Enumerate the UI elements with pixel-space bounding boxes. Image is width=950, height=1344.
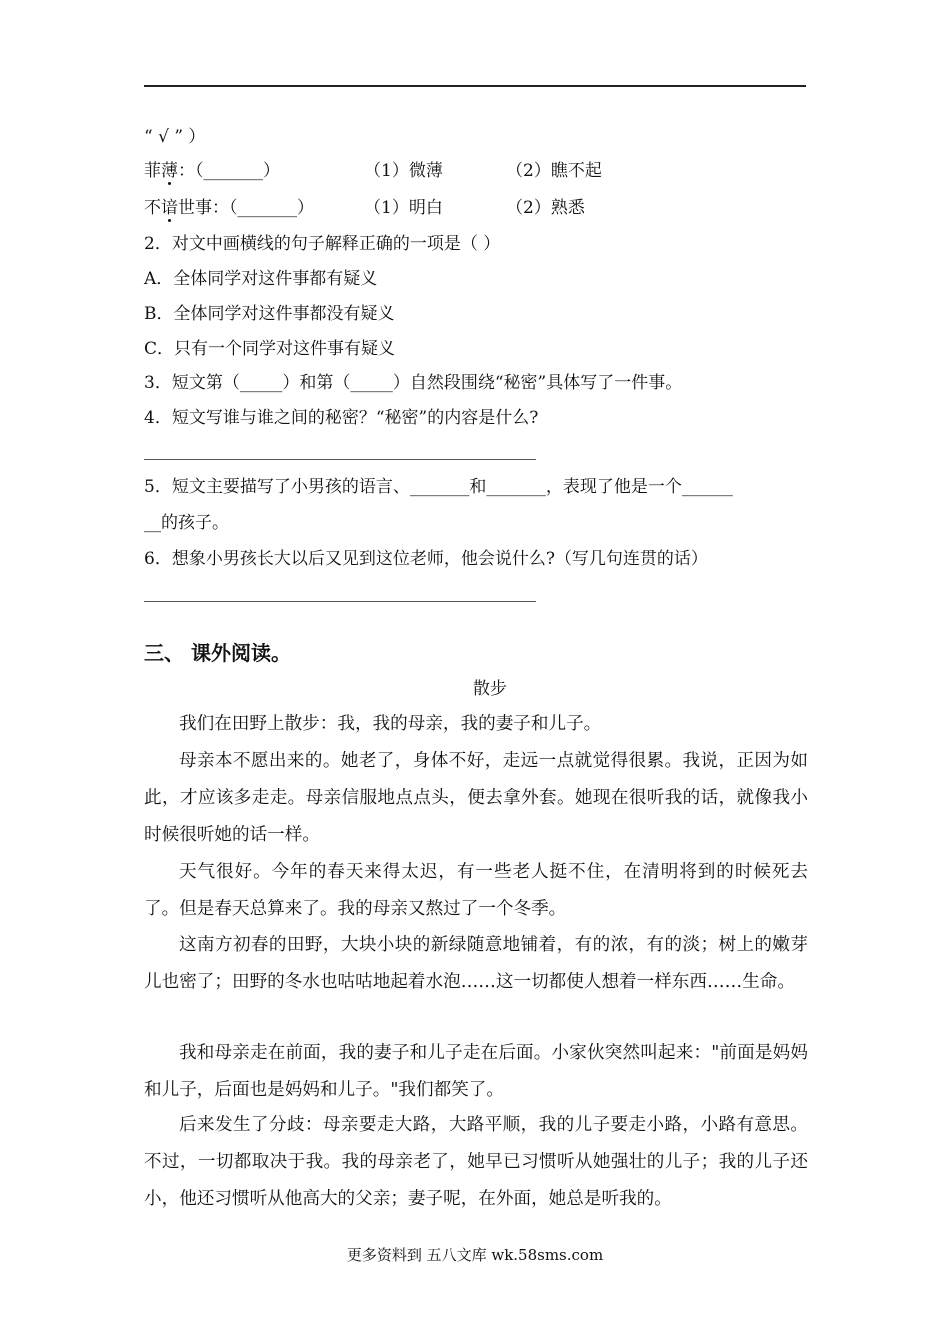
question-2: 2．对文中画横线的句子解释正确的一项是（ ） bbox=[144, 234, 501, 254]
q1-word-1-option-1: （1）微薄 bbox=[364, 161, 443, 181]
q1-word-2: 不谙世事：（_______） bbox=[144, 198, 314, 218]
paragraph-4: 这南方初春的田野，大块小块的新绿随意地铺着，有的浓，有的淡；树上的嫩芽儿也密了；田野的冬水也咕咕地起着水泡……这一切都使人想着一样东西……生命。 bbox=[144, 935, 808, 992]
question-3: 3．短文第（_____）和第（_____）自然段围绕“秘密”具体写了一件事。 bbox=[144, 373, 683, 393]
question-6: 6．想象小男孩长大以后又见到这位老师，他会说什么?（写几句连贯的话） bbox=[144, 549, 708, 569]
top-rule bbox=[144, 85, 806, 87]
section-heading: 三、 课外阅读。 bbox=[144, 641, 291, 665]
question-4: 4．短文写谁与谁之间的秘密？“秘密”的内容是什么? bbox=[144, 408, 539, 428]
q1-word-2-option-1: （1）明白 bbox=[364, 198, 443, 218]
q2-option-c: C．只有一个同学对这件事有疑义 bbox=[144, 339, 396, 359]
q6-answer-line bbox=[144, 601, 536, 602]
q2-option-a: A．全体同学对这件事都有疑义 bbox=[144, 269, 378, 289]
q1-tail: “ √ ” ） bbox=[144, 127, 206, 147]
paragraph-3: 天气很好。今年的春天来得太迟，有一些老人挺不住，在清明将到的时候死去了。但是春天总算来了。我的母亲又熬过了一个冬季。 bbox=[144, 862, 808, 919]
footer-note: 更多资料到 五八文库 wk.58sms.com bbox=[346, 1246, 604, 1264]
paragraph-5: 我和母亲走在前面，我的妻子和儿子走在后面。小家伙突然叫起来："前面是妈妈和儿子，后面也是妈妈和儿子。"我们都笑了。 bbox=[144, 1043, 808, 1100]
q2-option-b: B．全体同学对这件事都没有疑义 bbox=[144, 304, 395, 324]
paragraph-2: 母亲本不愿出来的。她老了，身体不好，走远一点就觉得很累。我说，正因为如此，才应该多走走。母亲信服地点点头，便去拿外套。她现在很听我的话，就像我小时候很听她的话一样。 bbox=[144, 751, 808, 845]
paragraph-6: 后来发生了分歧：母亲要走大路，大路平顺，我的儿子要走小路，小路有意思。不过，一切都取决于我。我的母亲老了，她早已习惯听从她强壮的儿子；我的儿子还小，他还习惯听从他高大的父亲；妻子呢，在外面，她总是听我的。 bbox=[144, 1115, 808, 1209]
question-5: 5．短文主要描写了小男孩的语言、_______和_______，表现了他是一个______ bbox=[144, 477, 733, 497]
q1-word-2-option-2: （2）熟悉 bbox=[506, 198, 585, 218]
q1-word-1-option-2: （2）瞧不起 bbox=[506, 161, 602, 181]
article-title: 散步 bbox=[473, 679, 507, 699]
q1-word-1: 菲薄：（_______） bbox=[144, 161, 280, 181]
q4-answer-line bbox=[144, 459, 536, 460]
paragraph-1: 我们在田野上散步：我，我的母亲，我的妻子和儿子。 bbox=[179, 714, 602, 734]
question-5-continued: __的孩子。 bbox=[144, 513, 229, 533]
